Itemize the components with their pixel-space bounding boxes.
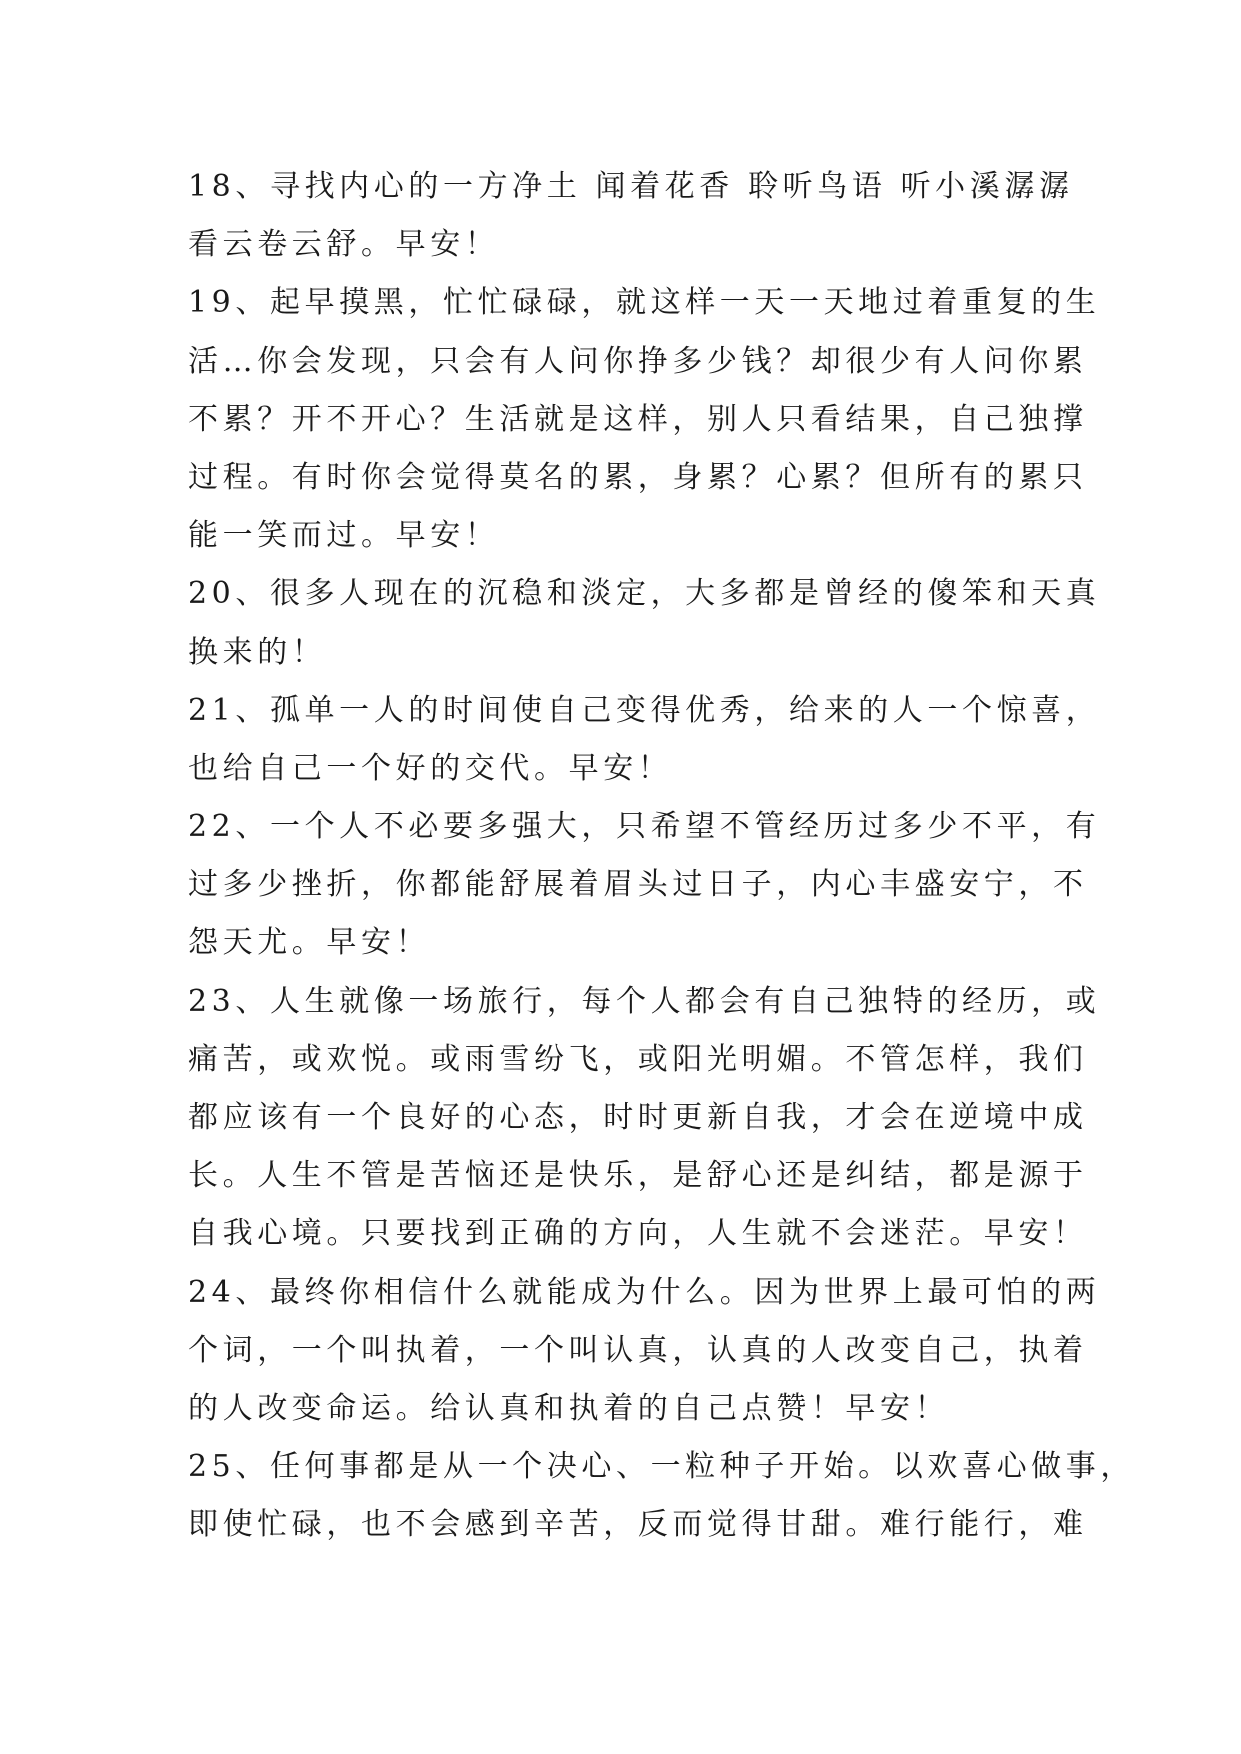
text-line: 也给自己一个好的交代。早安！	[188, 750, 673, 786]
text-line: 能一笑而过。早安！	[188, 518, 500, 554]
text-line: 23、人生就像一场旅行，每个人都会有自己独特的经历，或	[188, 983, 1101, 1019]
text-line: 22、一个人不必要多强大，只希望不管经历过多少不平，有	[188, 809, 1101, 845]
text-line: 20、很多人现在的沉稳和淡定，大多都是曾经的傻笨和天真	[188, 576, 1101, 612]
text-line: 活…你会发现，只会有人问你挣多少钱？却很少有人问你累	[188, 343, 1088, 379]
text-line: 换来的！	[188, 634, 327, 670]
text-line: 25、任何事都是从一个决心、一粒种子开始。以欢喜心做事，	[188, 1449, 1135, 1485]
text-line: 痛苦，或欢悦。或雨雪纷飞，或阳光明媚。不管怎样，我们	[188, 1041, 1088, 1077]
text-line: 不累？开不开心？生活就是这样，别人只看结果，自己独撑	[188, 401, 1088, 437]
text-line: 个词，一个叫执着，一个叫认真，认真的人改变自己，执着	[188, 1332, 1088, 1368]
text-line: 24、最终你相信什么就能成为什么。因为世界上最可怕的两	[188, 1274, 1101, 1310]
text-line: 18、寻找内心的一方净土 闻着花香 聆听鸟语 听小溪潺潺	[188, 169, 1074, 204]
text-line: 怨天尤。早安！	[188, 925, 431, 961]
text-line: 自我心境。只要找到正确的方向，人生就不会迷茫。早安！	[188, 1216, 1088, 1252]
text-line: 21、孤单一人的时间使自己变得优秀，给来的人一个惊喜，	[188, 692, 1101, 728]
text-line: 过程。有时你会觉得莫名的累，身累？心累？但所有的累只	[188, 459, 1088, 495]
text-line: 看云卷云舒。早安！	[188, 227, 500, 263]
text-line: 都应该有一个良好的心态，时时更新自我，才会在逆境中成	[188, 1100, 1088, 1135]
text-line: 过多少挫折，你都能舒展着眉头过日子，内心丰盛安宁，不	[188, 867, 1088, 903]
text-line: 即使忙碌，也不会感到辛苦，反而觉得甘甜。难行能行，难	[188, 1507, 1088, 1543]
text-line: 19、起早摸黑，忙忙碌碌，就这样一天一天地过着重复的生	[188, 285, 1101, 321]
text-line: 长。人生不管是苦恼还是快乐，是舒心还是纠结，都是源于	[188, 1158, 1088, 1194]
document-body	[188, 158, 1135, 1555]
text-line: 的人改变命运。给认真和执着的自己点赞！早安！	[188, 1390, 950, 1426]
